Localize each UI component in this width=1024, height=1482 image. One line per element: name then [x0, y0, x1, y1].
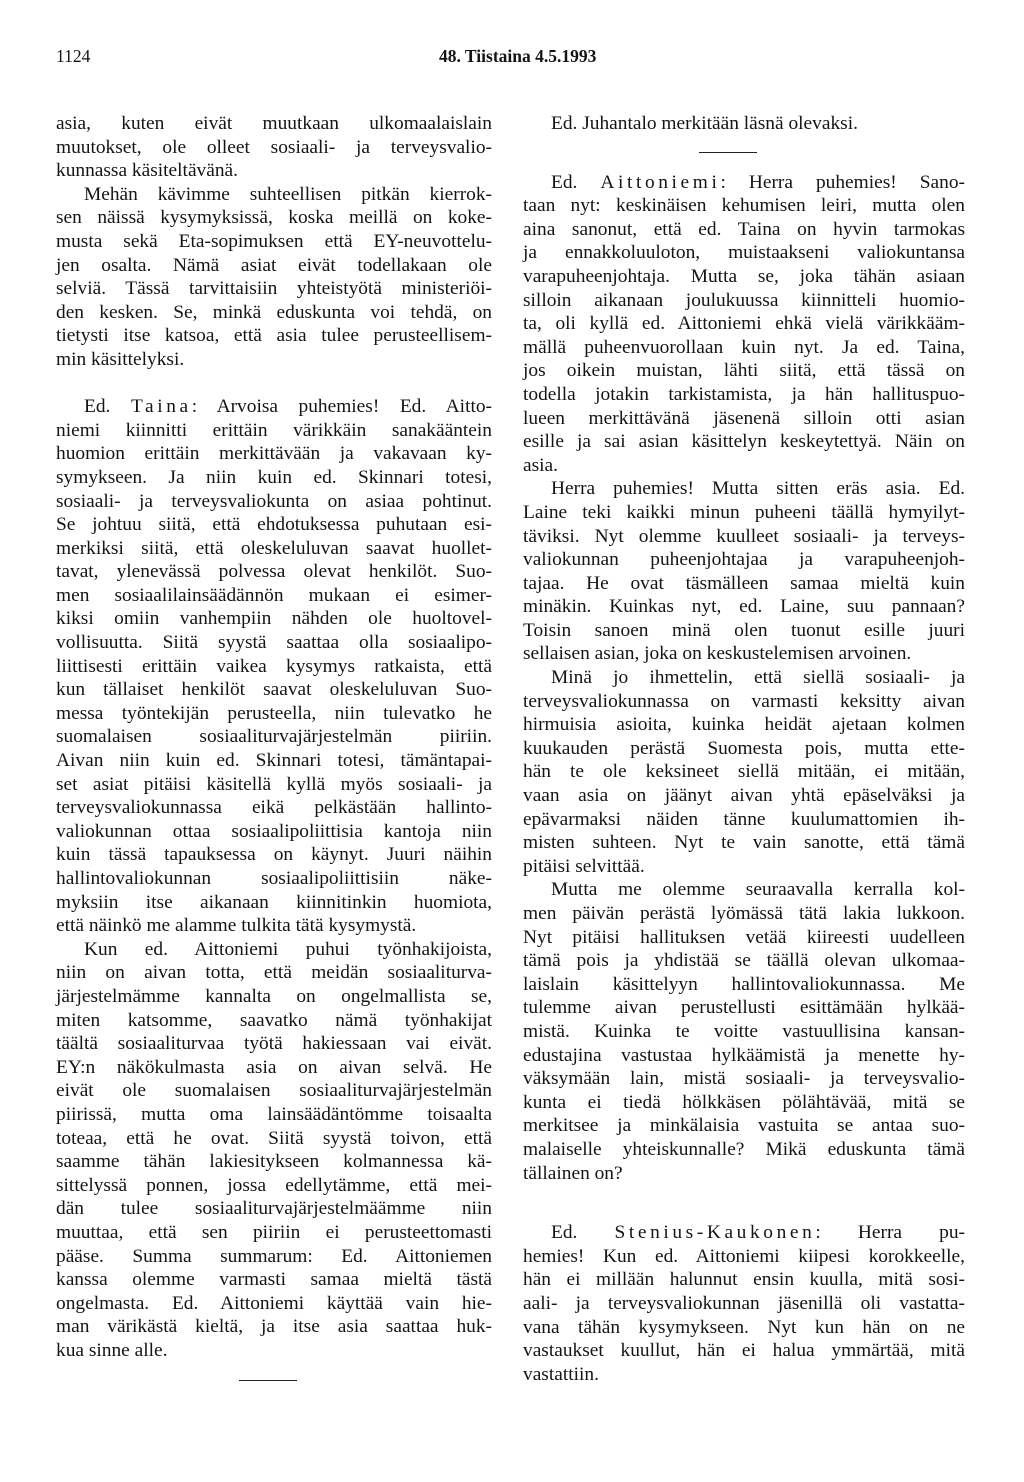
speaker-line: Ed. Aittoniemi: Herra puhemies! Sano-	[551, 171, 965, 193]
text-line: musta sekä Eta-sopimuksen että EY-neuvottelu-	[56, 230, 492, 252]
text-line: tajaa. He ovat täsmälleen samaa mieltä kuin	[523, 572, 965, 594]
text-line: hän te ole keksineet siellä mitään, ei mitään,	[523, 761, 965, 783]
text-line: ta, oli kyllä ed. Aittoniemi ehkä vielä värikkääm-	[523, 313, 965, 335]
text-line: man värikästä kieltä, ja itse asia saattaa huk-	[56, 1316, 492, 1338]
text-line: asia, kuten eivät muutkaan ulkomaalaislain	[56, 113, 492, 134]
text-line: varapuheenjohtaja. Mutta se, joka tähän asiaan	[523, 265, 965, 287]
text-line: ongelmasta. Ed. Aittoniemi käyttää vain hie-	[56, 1292, 492, 1314]
text-line: valiokunnan ottaa sosiaalipoliittisia kantoja niin	[56, 820, 492, 842]
text-line: kuukauden perästä Suomesta pois, mutta ette-	[523, 737, 965, 759]
text-line: sen näissä kysymyksissä, koska meillä on koke-	[56, 207, 492, 229]
text-line: Minä jo ihmettelin, että siellä sosiaali- ja	[551, 667, 965, 689]
speech-aittoniemi	[523, 171, 965, 478]
text-line: niin on aivan totta, että meidän sosiaaliturva-	[56, 962, 492, 984]
text-line: tämä pois ja yhdistää se täällä olevan ulkomaa-	[523, 950, 965, 972]
page-number: 1124	[56, 46, 91, 66]
speaker-name: Aittoniemi	[600, 171, 721, 193]
text-line: Laine teki kaikki minun puheeni täällä hymyilyt-	[523, 501, 965, 523]
text-line: kiksi omiin vanhempiin nähden ole huoltovel-	[56, 608, 492, 630]
page-header	[56, 46, 966, 72]
text-line: myksiin itse aikanaan kiinnitinkin huomiota,	[56, 891, 492, 913]
text-line: pääse. Summa summarum: Ed. Aittoniemen	[56, 1245, 492, 1267]
speech-stenius-kaukonen	[523, 1221, 965, 1386]
text-line: miten katsomme, saavatko nämä työnhakijat	[56, 1009, 492, 1031]
text-line: kun tällaiset henkilöt saavat oleskeluluvan Suo-	[56, 679, 492, 701]
paragraph	[56, 938, 492, 1363]
text-line: vollisuutta. Siitä syystä saattaa olla sosiaalipo-	[56, 632, 492, 654]
text-line: suomalaisen sosiaaliturvajärjestelmän piiriin.	[56, 726, 492, 748]
text-line: vaan asia on jäänyt aivan yhtä epäselväksi ja	[523, 785, 965, 807]
text-line: sittelyssä ponnen, jossa edellytämme, että mei-	[56, 1174, 492, 1196]
text-line: merkiksi siitä, että oleskeluluvan saavat huollet-	[56, 537, 492, 559]
text-line: sosiaali- ja terveysvaliokunta on asiaa pohtinut.	[56, 490, 492, 512]
speaker-line: Ed. Stenius-Kaukonen: Herra pu-	[551, 1222, 965, 1244]
text-line: niemi kiinnitti erittäin värikkäin sanakääntein	[56, 419, 492, 441]
text-line: terveysvaliokunnassa eikä pelkästään hallinto-	[56, 797, 492, 819]
text-line: piirissä, mutta oma lainsäädäntömme toisaalta	[56, 1103, 492, 1125]
text-line: vastattiin.	[523, 1363, 599, 1385]
issue-label: 48. Tiistaina 4.5.1993	[439, 46, 597, 66]
text-line: edustajina vastustaa hylkäämistä ja menette hy-	[523, 1044, 965, 1066]
text-line: Toisin sanoen minä olen tuonut esille juuri	[523, 619, 965, 641]
text-line: aali- ja terveysvaliokunnan jäsenillä oli vastatta-	[523, 1292, 965, 1314]
text-line: täviksi. Nyt olemme kuulleet sosiaali- ja terveys-	[523, 525, 965, 547]
text-line: todella jotakin tarkistamista, ja hän hallituspuo-	[523, 383, 965, 405]
text-line: Mutta me olemme seuraavalla kerralla kol-	[551, 879, 965, 901]
text-line: taan nyt: keskinäisen kehumisen leiri, mutta olen	[523, 195, 965, 217]
text-line: kunta ei tiedä hölkkäsen pölähtävää, mitä se	[523, 1091, 965, 1113]
paragraph	[523, 666, 965, 878]
text-line: messa työntekijän perusteella, niin tulevatko he	[56, 702, 492, 724]
text-line: Nyt pitäisi hallituksen vetää kiireesti uudelleen	[523, 926, 965, 948]
text-line: merkitsee ja minkälaisia vastuita se antaa suo-	[523, 1115, 965, 1137]
text-line: selviä. Tässä tarvittaisiin yhteistyötä ministeriöi-	[56, 278, 492, 300]
text-line: terveysvaliokunnassa on varmasti keksitty aivan	[523, 690, 965, 712]
text-line: Se johtuu siitä, että ehdotuksessa puhutaan esi-	[56, 514, 492, 536]
text-line: liittisesti erittäin vaikea kysymys ratkaista, että	[56, 655, 492, 677]
text-line: toteaa, että he ovat. Siitä syystä toivon, että	[56, 1127, 492, 1149]
left-column	[56, 112, 492, 1381]
text-line: men sosiaalilainsäädännön mukaan ei esimer-	[56, 584, 492, 606]
text-line: mällä puheenvuorollaan kuin nyt. Ja ed. Taina,	[523, 336, 965, 358]
text-line: men päivän perästä lyömässä tätä lakia lukkoon.	[523, 903, 965, 924]
text-line: huomion erittäin merkittävään ja vakavaan ky-	[56, 443, 492, 465]
speech-taina	[56, 395, 492, 938]
text-line: tulemme aivan perustellusti esittämään hylkää-	[523, 997, 965, 1019]
text-line: saamme tähän lakiesitykseen kolmannessa kä-	[56, 1151, 492, 1173]
text-line: kuin tässä tapauksessa on käynyt. Juuri näihin	[56, 844, 492, 866]
text-line: hemies! Kun ed. Aittoniemi kiipesi korokkeelle,	[523, 1245, 965, 1267]
text-line: Herra puhemies! Mutta sitten eräs asia. Ed.	[551, 478, 965, 500]
text-line: vana tähän kysymykseen. Nyt kun hän on ne	[523, 1316, 965, 1338]
text-line: täältä sosiaaliturvaa työtä hakiessaan vai eivät.	[56, 1033, 492, 1055]
attendance-note: Ed. Juhantalo merkitään läsnä olevaksi.	[551, 113, 858, 134]
text-line: ja ennakkoluuloton, muistaakseni valiokuntansa	[523, 242, 965, 264]
text-line: vastaukset kuullut, hän ei halua ymmärtää, mitä	[523, 1340, 965, 1362]
text-line: hirmuisia asioita, kuinka heidät ajetaan kolmen	[523, 714, 965, 736]
text-line: sellaisen asian, joka on keskustelemisen arvoinen.	[523, 643, 912, 665]
text-line: tavat, ylenevässä polvessa olevat henkilöt. Suo-	[56, 561, 492, 583]
speaker-name: Stenius-Kaukonen	[614, 1222, 816, 1244]
text-line: Aivan niin kuin ed. Skinnari totesi, tämäntapai-	[56, 750, 492, 772]
text-line: hallintovaliokunnan sosiaalipoliittisiin näke-	[56, 868, 492, 889]
text-line: symykseen. Ja niin kuin ed. Skinnari totesi,	[56, 466, 492, 488]
text-line: den kesken. Se, minkä eduskunta voi tehdä, on	[56, 301, 492, 323]
text-line: silloin aikanaan joulukuussa kiinnitteli huomio-	[523, 289, 965, 311]
text-line: lueen merkittävänä jäsenenä silloin otti asian	[523, 407, 965, 429]
paragraph	[56, 112, 492, 183]
text-line: jos oikein muistan, lähti siitä, että tässä on	[523, 360, 965, 382]
text-line: min käsittelyksi.	[56, 348, 185, 370]
text-line: malaiselle yhteiskunnalle? Mikä eduskunta tämä	[523, 1138, 965, 1160]
text-line: EY:n näkökulmasta asia on aivan selvä. He	[56, 1056, 492, 1078]
section-divider	[699, 152, 757, 153]
text-line: että näinkö me alamme tulkita tätä kysymystä.	[56, 915, 417, 937]
text-line: tällainen on?	[523, 1162, 623, 1184]
speaker-line: Ed. Taina: Arvoisa puhemies! Ed. Aitto-	[84, 396, 492, 418]
text-line: Mehän kävimme suhteellisen pitkän kierrok-	[84, 183, 492, 205]
paragraph	[523, 878, 965, 1185]
text-line: hän ei millään halunnut ensin kuulla, mitä sosi-	[523, 1269, 965, 1291]
text-line: esille ja sai asian käsittelyn keskeytettyä. Näin on	[523, 431, 965, 453]
text-line: pitäisi selvittää.	[523, 855, 645, 877]
text-line: eivät ole suomalaisen sosiaaliturvajärjestelmän	[56, 1080, 492, 1102]
paragraph	[523, 477, 965, 666]
text-line: muuttaa, että sen piiriin ei perusteettomasti	[56, 1221, 492, 1243]
text-line: dän tulee sosiaaliturvajärjestelmäämme niin	[56, 1198, 492, 1220]
text-line: kua sinne alle.	[56, 1339, 168, 1361]
right-column	[523, 112, 965, 1386]
paragraph	[56, 183, 492, 372]
text-line: valiokunnan puheenjohtajaa ja varapuheenjoh-	[523, 549, 965, 571]
text-line: set asiat pitäisi käsitellä kyllä myös sosiaali- ja	[56, 773, 492, 795]
text-line: epävarmaksi näiden tänne kuulumattomien ih-	[523, 808, 965, 830]
text-line: asia.	[523, 454, 558, 476]
text-line: misten suhteen. Nyt te vain sanotte, että tämä	[523, 832, 965, 854]
text-line: mistä. Kuinka te voitte vastuullisina kansan-	[523, 1020, 965, 1042]
text-line: Kun ed. Aittoniemi puhui työnhakijoista,	[84, 938, 492, 960]
text-line: järjestelmämme kannalta on ongelmallista se,	[56, 985, 492, 1007]
text-line: muutokset, ole olleet sosiaali- ja terveysvalio-	[56, 136, 492, 158]
text-line: jen osalta. Nämä asiat eivät todellakaan ole	[56, 254, 492, 276]
text-line: tietysti itse katsoa, että asia tulee perusteellisem-	[56, 325, 492, 347]
text-line: minäkin. Kuinkas nyt, ed. Laine, suu pannaan?	[523, 596, 965, 618]
text-line: kanssa olemme varmasti samaa mieltä tästä	[56, 1269, 492, 1291]
speaker-name: Taina	[130, 396, 192, 418]
text-line: väksymään lain, mistä sosiaali- ja terveysvalio-	[523, 1068, 965, 1090]
text-line: aina sanonut, että ed. Taina on hyvin tarmokas	[523, 218, 965, 240]
text-line: kunnassa käsiteltävänä.	[56, 160, 238, 182]
text-line: laislain käsittelyyn hallintovaliokunnassa. Me	[523, 973, 965, 995]
section-divider	[239, 1380, 297, 1381]
